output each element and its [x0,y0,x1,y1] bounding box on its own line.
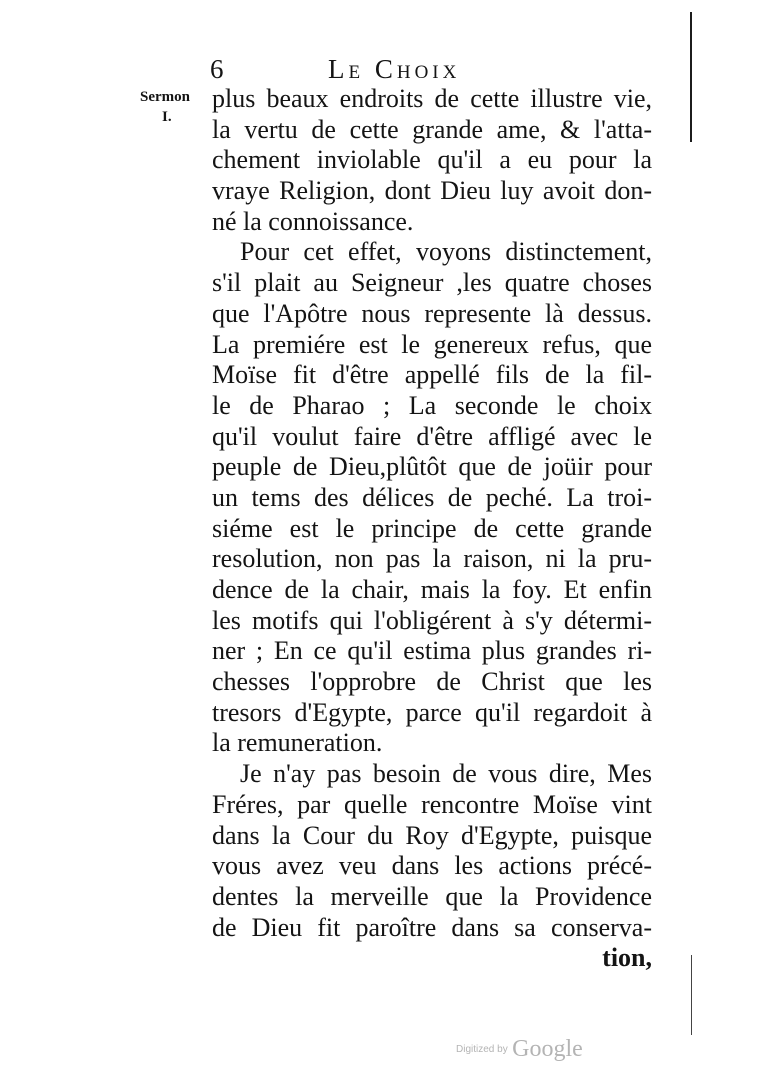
text-line: plus beaux endroits de cette illustre vie, [212,84,652,113]
body-text [212,84,652,974]
running-title: Le Choix [328,54,461,84]
text-line: Fréres, par quelle rencontre Moïse vint [212,789,652,819]
running-head [210,52,540,86]
margin-note-line: Sermon [140,89,190,105]
page-edge-shadow [690,12,692,142]
text-line: qu'il voulut faire d'être affligé avec le [212,421,652,451]
google-logo: Google [512,1036,583,1062]
text-line: Pour cet effet, voyons distinctement, [240,237,652,267]
margin-note-line: I. [162,109,172,125]
text-line: que l'Apôtre nous represente là dessus. [212,298,652,328]
text-line: siéme est le principe de cette grande [212,513,652,543]
text-line: la remuneration. [212,728,383,758]
text-line: dans la Cour du Roy d'Egypte, puisque [212,820,652,850]
text-line: chement inviolable qu'il a eu pour la [212,145,652,175]
text-line: La premiére est le genereux refus, que [212,329,652,359]
text-line: Moïse fit d'être appellé fils de la fil- [212,360,652,390]
text-line: tresors d'Egypte, parce qu'il regardoit à [212,697,652,727]
watermark-prefix: Digitized by [456,1044,508,1055]
page-number: 6 [210,54,224,84]
text-line: les motifs qui l'obligérent à s'y détermi- [212,605,652,635]
text-line: vraye Religion, dont Dieu luy avoit don- [212,176,652,206]
page-edge-shadow-lower [691,955,692,1035]
text-line: peuple de Dieu,plûtôt que de joüir pour [212,452,652,482]
text-line: vous avez veu dans les actions précé- [212,851,652,881]
text-line: un tems des délices de peché. La troi- [212,482,652,512]
text-line: la vertu de cette grande ame, & l'atta- [212,114,652,144]
text-line: resolution, non pas la raison, ni la pru- [212,544,652,574]
text-line: s'il plait au Seigneur ,les quatre choses [212,268,652,298]
text-line: dentes la merveille que la Providence [212,881,652,911]
catchword: tion, [602,943,652,973]
text-line: ner ; En ce qu'il estima plus grandes ri- [212,636,652,666]
text-line: dence de la chair, mais la foy. Et enfin [212,575,652,604]
text-line: né la connoissance. [212,206,414,236]
margin-note [140,87,208,127]
text-line: le de Pharao ; La seconde le choix [212,390,652,420]
text-line: chesses l'opprobre de Christ que les [212,667,652,697]
text-line: Je n'ay pas besoin de vous dire, Mes [240,759,652,789]
digitized-watermark [456,1036,583,1066]
text-line: de Dieu fit paroître dans sa conserva- [212,912,652,942]
